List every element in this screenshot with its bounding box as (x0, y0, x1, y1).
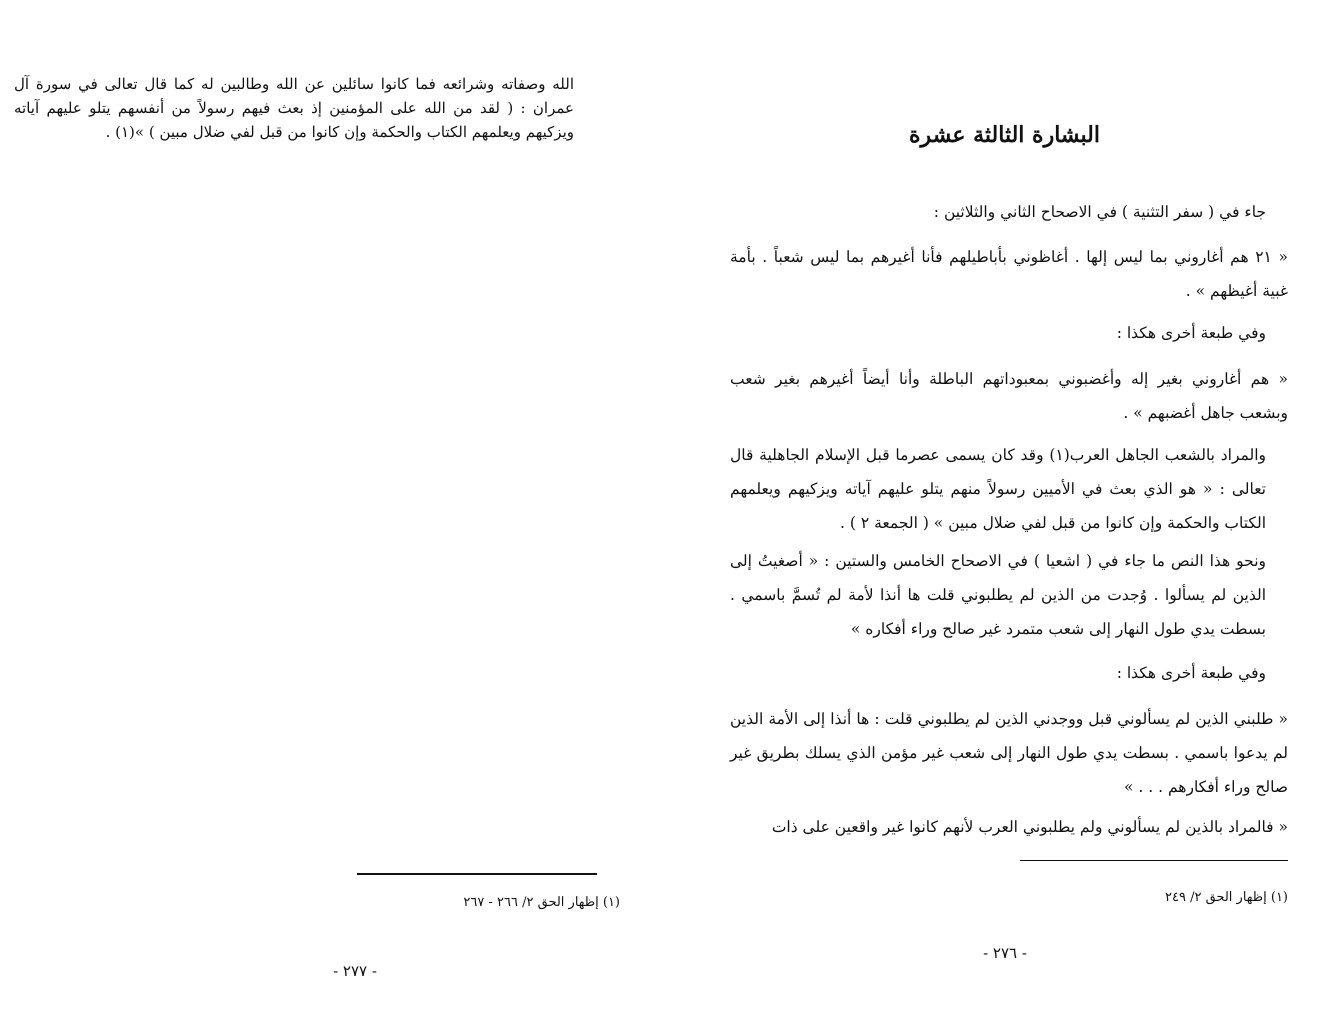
paragraph-3 (730, 316, 1288, 350)
paragraph-text: ونحو هذا النص ما جاء في ( اشعيا ) في الاصحاح الخامس والستين : « أصغيتُ إلى الذين لم يسألوا . وُجدت من الذين لم يطلبوني قلت ها أنذا لأمة لم تُسمَّ باسمي . بسطت يدي طول النهار إلى شعب متمرد غير صالح وراء أفكاره » (730, 552, 1266, 638)
left-page-paragraph: الله وصفاته وشرائعه فما كانوا سائلين عن الله وطالبين له كما قال تعالى في سورة آل عمران : ( لقد من الله على المؤمنين إذ بعث فيهم رسولاً من أنفسهم يتلو عليهم آياته ويزكيهم ويعلمهم الكتاب والحكمة وإن كانوا من قبل لفي ضلال مبين ) »(١) . (14, 75, 574, 141)
footnote-right: (١) إظهار الحق ٢/ ٢٤٩ (1165, 890, 1288, 905)
left-page-text (14, 72, 574, 144)
paragraph-1 (730, 195, 1288, 229)
footnote-divider-left (357, 873, 597, 875)
paragraph-text: « هم أغاروني بغير إله وأغضبوني بمعبوداتهم الباطلة وأنا أيضاً أغيرهم بغير شعب وبشعب جاهل أغضبهم » . (730, 370, 1288, 422)
chapter-title: البشارة الثالثة عشرة (909, 122, 1100, 148)
paragraph-2 (730, 240, 1288, 308)
paragraph-7 (730, 656, 1288, 690)
paragraph-text: « فالمراد بالذين لم يسألوني ولم يطلبوني العرب لأنهم كانوا غير واقعين على ذات (771, 818, 1288, 836)
paragraph-9 (730, 810, 1288, 844)
paragraph-text: وفي طبعة أخرى هكذا : (1116, 324, 1266, 342)
paragraph-text: جاء في ( سفر التثنية ) في الاصحاح الثاني والثلاثين : (933, 203, 1266, 221)
page-number-right: - ٢٧٦ - (983, 944, 1027, 962)
paragraph-text: « ٢١ هم أغاروني بما ليس إلها . أغاظوني بأباطيلهم فأنا أغيرهم بما ليس شعباً . بأمة غبية أغيظهم » . (730, 248, 1288, 300)
paragraph-5 (730, 438, 1288, 540)
paragraph-8 (730, 702, 1288, 804)
right-page (660, 0, 1320, 1020)
footnote-left: (١) إظهار الحق ٢/ ٢٦٦ - ٢٦٧ (463, 895, 620, 910)
paragraph-text: « طلبني الذين لم يسألوني قبل ووجدني الذين لم يطلبوني قلت : ها أنذا إلى الأمة الذين لم يدعوا باسمي . بسطت يدي طول النهار إلى شعب غير مؤمن الذي يسلك بطريق غير صالح وراء أفكارهم . . . » (730, 710, 1288, 796)
paragraph-text: والمراد بالشعب الجاهل العرب(١) وقد كان يسمى عصرما قبل الإسلام الجاهلية قال تعالى : « هو الذي بعث في الأميين رسولاً منهم يتلو عليهم آياته ويزكيهم ويعلمهم الكتاب والحكمة وإن كانوا من قبل لفي ضلال مبين » ( الجمعة ٢ ) . (730, 446, 1267, 532)
paragraph-4 (730, 362, 1288, 430)
footnote-divider-right (1020, 860, 1288, 861)
page-number-left: - ٢٧٧ - (333, 962, 377, 980)
paragraph-text: وفي طبعة أخرى هكذا : (1116, 664, 1266, 682)
paragraph-6 (730, 544, 1288, 646)
